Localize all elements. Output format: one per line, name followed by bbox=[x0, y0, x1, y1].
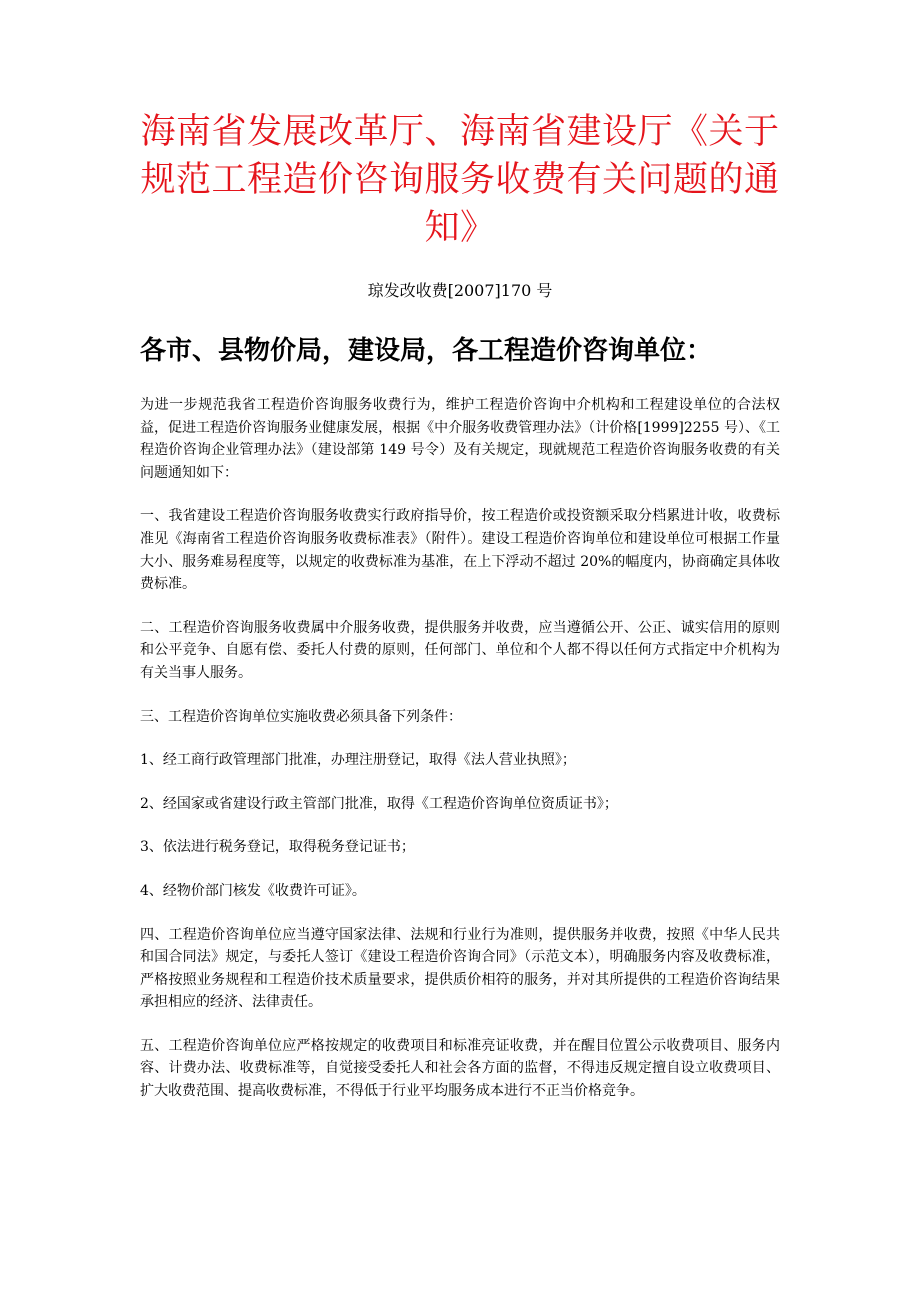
document-title: 海南省发展改革厅、海南省建设厅《关于规范工程造价咨询服务收费有关问题的通知》 bbox=[140, 112, 780, 248]
paragraph-section-1: 一、我省建设工程造价咨询服务收费实行政府指导价，按工程造价或投资额采取分档累进计收，收费标准见《海南省工程造价咨询服务收费标准表》（附件）。建设工程造价咨询单位和建设单位可根据工作量大小、服务难易程度等，以规定的收费标准为基准，在上下浮动不超过 20%的幅度内，协商确定具体收费标准。 bbox=[140, 508, 780, 593]
document-number: 琼发改收费[2007]170 号 bbox=[367, 281, 553, 300]
paragraph-intro: 为进一步规范我省工程造价咨询服务收费行为，维护工程造价咨询中介机构和工程建设单位的合法权益，促进工程造价咨询服务业健康发展，根据《中介服务收费管理办法》（计价格[1999]2255 号）、《工程造价咨询企业管理办法》（建设部第 149 号令）及有关规定，现就规范工程造价咨询服务收费的有关问题通知如下： bbox=[140, 397, 780, 481]
document-body bbox=[140, 394, 780, 1124]
paragraph-condition-1: 1、经工商行政管理部门批准，办理注册登记，取得《法人营业执照》； bbox=[140, 752, 576, 769]
paragraph-section-2: 二、工程造价咨询服务收费属中介服务收费，提供服务并收费，应当遵循公开、公正、诚实信用的原则和公平竞争、自愿有偿、委托人付费的原则，任何部门、单位和个人都不得以任何方式指定中介机构为有关当事人服务。 bbox=[140, 619, 780, 681]
paragraph-condition-4: 4、经物价部门核发《收费许可证》。 bbox=[140, 882, 366, 899]
addressee-line: 各市、县物价局，建设局，各工程造价咨询单位： bbox=[140, 336, 713, 366]
paragraph-section-5: 五、工程造价咨询单位应严格按规定的收费项目和标准亮证收费，并在醒目位置公示收费项目、服务内容、计费办法、收费标准等，自觉接受委托人和社会各方面的监督，不得违反规定擅自设立收费项目、扩大收费范围、提高收费标准，不得低于行业平均服务成本进行不正当价格竞争。 bbox=[140, 1037, 780, 1100]
paragraph-section-4: 四、工程造价咨询单位应当遵守国家法律、法规和行业行为准则，提供服务并收费，按照《中华人民共和国合同法》规定，与委托人签订《建设工程造价咨询合同》（示范文本），明确服务内容及收费标准，严格按照业务规程和工程造价技术质量要求，提供质价相符的服务，并对其所提供的工程造价咨询结果承担相应的经济、法律责任。 bbox=[140, 926, 780, 1011]
paragraph-section-3: 三、工程造价咨询单位实施收费必须具备下列条件： bbox=[140, 708, 462, 725]
paragraph-condition-3: 3、依法进行税务登记，取得税务登记证书； bbox=[140, 839, 415, 856]
paragraph-condition-2: 2、经国家或省建设行政主管部门批准，取得《工程造价咨询单位资质证书》； bbox=[140, 795, 618, 812]
